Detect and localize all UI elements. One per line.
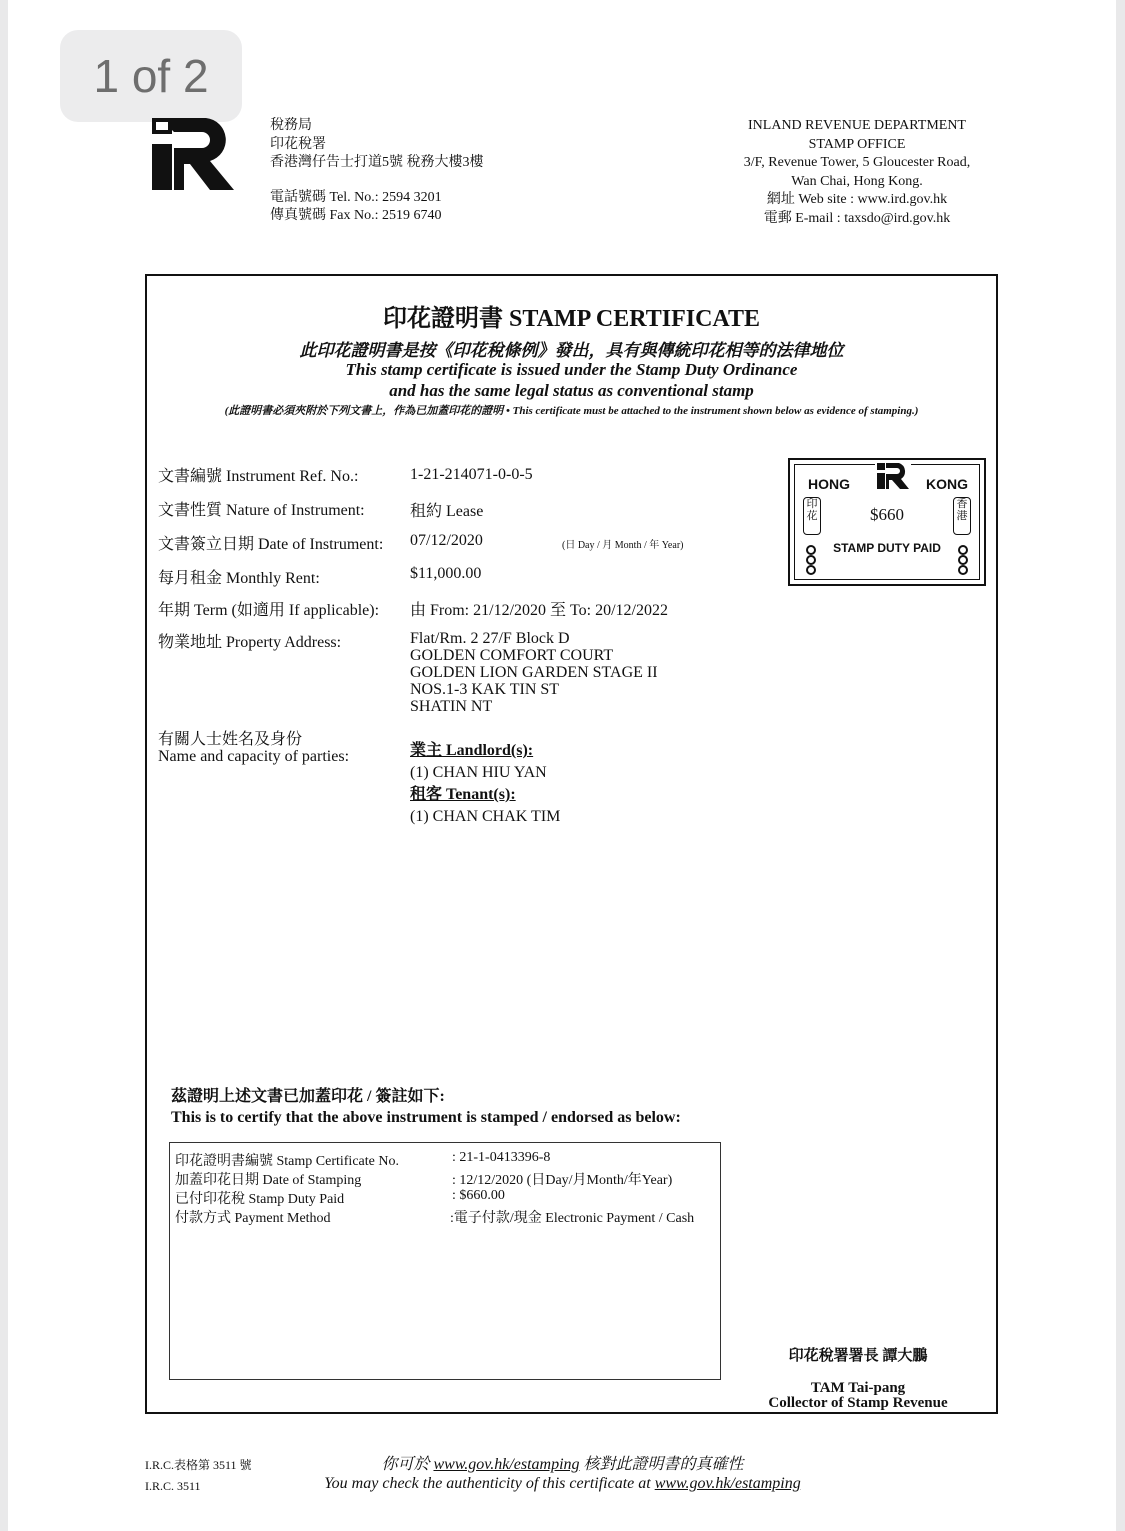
signatory-title: Collector of Stamp Revenue (768, 1395, 948, 1411)
seal-hong: HONG (808, 476, 850, 492)
header-office-en: STAMP OFFICE (808, 136, 906, 152)
cert-no-label: 印花證明書編號 Stamp Certificate No. (175, 1154, 399, 1169)
address-line: GOLDEN LION GARDEN STAGE II (410, 664, 658, 681)
seal-paid-text: STAMP DUTY PAID (833, 541, 941, 555)
page-indicator (60, 30, 242, 122)
date-label: 文書簽立日期 Date of Instrument: (158, 536, 384, 553)
parties-list (410, 740, 560, 828)
stamp-duty-paid-seal (788, 458, 986, 586)
seal-ird-logo-icon (875, 461, 911, 491)
parties-label (158, 731, 349, 765)
certify-statement (171, 1086, 681, 1128)
address-line: SHATIN NT (410, 698, 493, 715)
estamping-link-zh[interactable]: www.gov.hk/estamping (433, 1456, 580, 1473)
authenticity-note-zh (0, 1451, 1125, 1474)
authenticity-zh-post: 核對此證明書的真確性 (579, 1456, 744, 1473)
date-format-hint: (日 Day / 月 Month / 年 Year) (562, 540, 684, 551)
authenticity-zh-pre: 你可於 (381, 1456, 434, 1473)
date-value: 07/12/2020 (410, 532, 483, 549)
certificate-subtitle-en-2: and has the same legal status as conventional stamp (389, 381, 754, 400)
seal-left-chars: 印花 (803, 497, 821, 535)
term-label: 年期 Term (如適用 If applicable): (158, 602, 380, 619)
stamping-date-label: 加蓋印花日期 Date of Stamping (175, 1173, 362, 1188)
certificate-subtitle-zh: 此印花證明書是按《印花稅條例》發出，具有與傳統印花相等的法律地位 (299, 341, 844, 360)
authenticity-note-en (0, 1475, 1125, 1493)
header-address-zh: 香港灣仔告士打道5號 稅務大樓3樓 (270, 155, 484, 170)
seal-kong: KONG (926, 476, 968, 492)
header-office-zh: 印花稅署 (270, 136, 326, 152)
seal-right-chars: 香港 (953, 497, 971, 535)
cert-no-value: : 21-1-0413396-8 (452, 1150, 551, 1165)
seal-ornament-icon (805, 545, 817, 575)
tenant-heading: 租客 Tenant(s): (410, 786, 516, 803)
signatory-name: TAM Tai-pang (810, 1380, 906, 1396)
landlord-name: (1) CHAN HIU YAN (410, 764, 547, 781)
term-value: 由 From: 21/12/2020 至 To: 20/12/2022 (410, 602, 669, 619)
signatory-zh: 印花稅署署長 譚大鵬 (788, 1348, 928, 1364)
certificate-subtitle-en-1: This stamp certificate is issued under the Stamp Duty Ordinance (345, 360, 798, 379)
certify-en: This is to certify that the above instrument is stamped / endorsed as below: (171, 1109, 681, 1126)
header-email: 電郵 E-mail : taxsdo@ird.gov.hk (763, 210, 951, 226)
header-right-address (716, 117, 998, 228)
certify-zh: 茲證明上述文書已加蓋印花 / 簽註如下: (171, 1088, 445, 1105)
rent-label: 每月租金 Monthly Rent: (158, 570, 320, 587)
address-line: Flat/Rm. 2 27/F Block D (410, 630, 570, 647)
header-address-line2: Wan Chai, Hong Kong. (791, 173, 923, 189)
seal-ornament-icon (957, 545, 969, 575)
parties-label-zh: 有關人士姓名及身份 (158, 731, 303, 748)
certificate-attach-note: (此證明書必須夾附於下列文書上，作為已加蓋印花的證明 • This certificate must be attached to the instrument shown below as evidence of stamping.) (224, 405, 919, 417)
header-address-line1: 3/F, Revenue Tower, 5 Gloucester Road, (743, 155, 971, 170)
seal-amount: $660 (870, 505, 904, 524)
header-dept-zh: 稅務局 (270, 118, 312, 133)
stamp-certificate-box (145, 274, 998, 1414)
estamping-link-en[interactable]: www.gov.hk/estamping (654, 1475, 801, 1492)
stamping-date-value: : 12/12/2020 (日Day/月Month/年Year) (452, 1173, 673, 1188)
address-line: GOLDEN COMFORT COURT (410, 647, 614, 664)
rent-value: $11,000.00 (410, 565, 482, 582)
header-dept-en: INLAND REVENUE DEPARTMENT (748, 118, 966, 133)
address-line: NOS.1-3 KAK TIN ST (410, 681, 560, 698)
form-number-en: I.R.C. 3511 (145, 1479, 201, 1493)
landlord-heading: 業主 Landlord(s): (410, 742, 534, 759)
property-address (410, 630, 658, 715)
endorsement-box (169, 1142, 721, 1380)
header-website: 網址 Web site : www.ird.gov.hk (766, 192, 948, 207)
duty-paid-value: : $660.00 (452, 1188, 505, 1203)
header-fax: 傳真號碼 Fax No.: 2519 6740 (270, 208, 442, 223)
address-label: 物業地址 Property Address: (158, 634, 342, 651)
ref-value: 1-21-214071-0-0-5 (410, 466, 533, 483)
page-indicator-label: 1 of 2 (93, 50, 209, 102)
tenant-name: (1) CHAN CHAK TIM (410, 808, 561, 825)
nature-value: 租約 Lease (410, 503, 484, 520)
ref-label: 文書編號 Instrument Ref. No.: (158, 468, 359, 485)
certificate-title: 印花證明書 STAMP CERTIFICATE (383, 306, 760, 332)
duty-paid-label: 已付印花稅 Stamp Duty Paid (175, 1192, 345, 1207)
form-number-zh: I.R.C.表格第 3511 號 (145, 1458, 252, 1472)
signatory-block (745, 1344, 971, 1411)
payment-method-label: 付款方式 Payment Method (175, 1211, 331, 1226)
ird-logo-icon (152, 118, 234, 190)
seal-inner-border (794, 464, 980, 580)
nature-label: 文書性質 Nature of Instrument: (158, 502, 365, 519)
payment-method-value: :電子付款/現金 Electronic Payment / Cash (450, 1211, 695, 1226)
parties-label-en: Name and capacity of parties: (158, 748, 350, 765)
header-left-address (270, 117, 484, 226)
authenticity-en-pre: You may check the authenticity of this certificate at (324, 1475, 655, 1492)
header-tel: 電話號碼 Tel. No.: 2594 3201 (270, 189, 442, 205)
